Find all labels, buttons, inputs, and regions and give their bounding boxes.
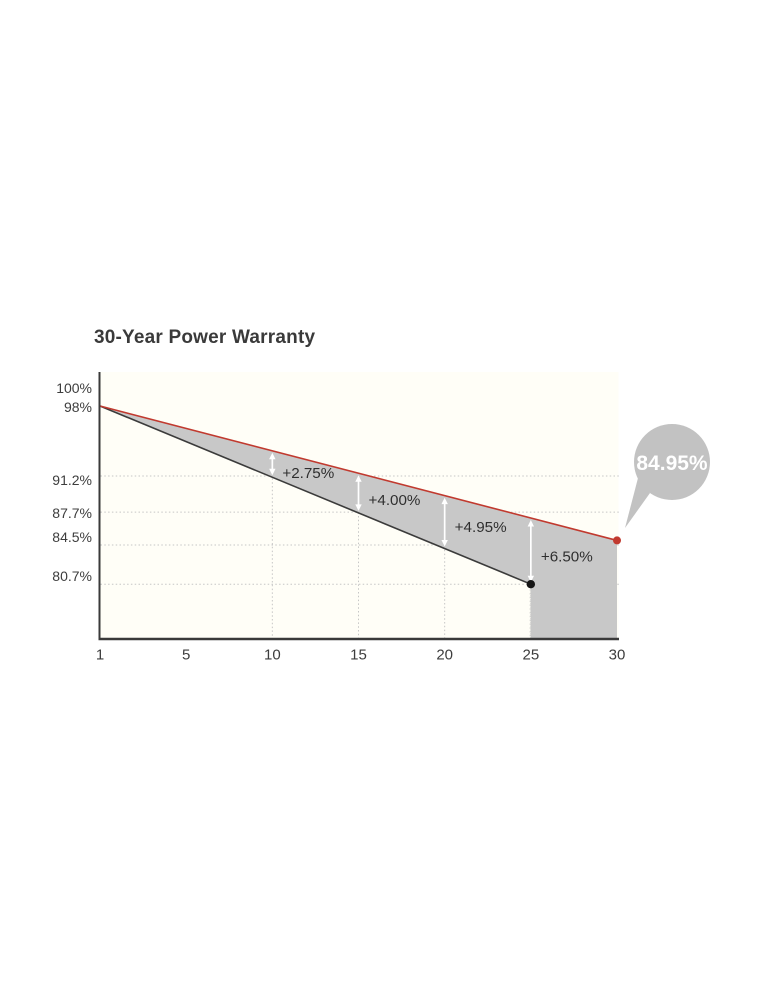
gain-label: +2.75% [282,465,335,483]
gain-label: +6.50% [540,548,593,566]
y-tick-label: 98% [63,399,92,415]
x-tick-label: 20 [436,646,454,664]
warranty-end-dot [613,536,621,544]
y-tick-label: 80.7% [52,568,92,585]
y-tick-label: 84.5% [52,529,92,546]
y-tick-label: 91.2% [52,472,92,489]
x-tick-label: 1 [95,646,105,664]
industry-end-dot [527,580,535,588]
x-tick-label: 30 [608,646,626,664]
y-tick-label: 87.7% [52,505,92,522]
gain-label: +4.00% [368,492,421,510]
y-tick-label: 100% [56,380,92,396]
x-tick-label: 5 [181,646,191,664]
chart-title: 30-Year Power Warranty [94,327,316,348]
callout-value-label: 84.95% [636,452,708,475]
gain-label: +4.95% [454,519,507,537]
x-tick-label: 25 [522,646,540,664]
x-tick-label: 15 [350,646,367,664]
x-tick-label: 10 [263,646,281,664]
